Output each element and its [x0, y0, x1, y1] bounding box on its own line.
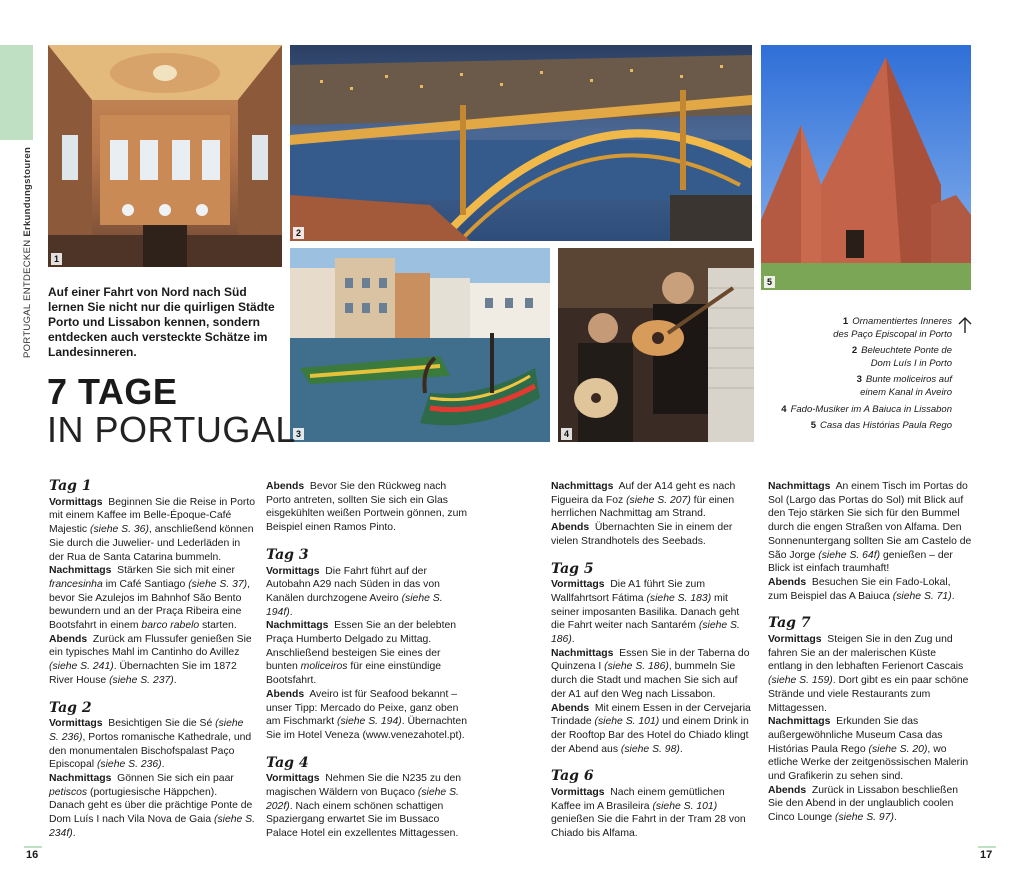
paragraph: Vormittags Steigen Sie in den Zug und fahren Sie an der malerischen Küste entlang in den lebhaften Ferienort Cascais (siehe S. 159). Dort gibt es ein paar schöne Strände und viele Restaurants zum Mittagessen. — [768, 634, 969, 714]
paragraph: Nachmittags Erkunden Sie das außergewöhnliche Museum Casa das Histórias Paula Rego (siehe S. 20), wo etliche Werke der zeitgenössischen Malerin und Grafikerin zu sehen sind. — [768, 716, 969, 783]
red-towers-image — [761, 45, 971, 290]
photo-5 — [761, 45, 971, 290]
day-heading: Tag 6 — [551, 768, 594, 785]
paragraph: Abends Zurück in Lissabon beschließen Sie den Abend in der unglaublich coolen Cinco Lounge (siehe S. 97). — [768, 784, 959, 824]
paragraph: Nachmittags Stärken Sie sich mit einer francesinha im Café Santiago (siehe S. 37), bevor Sie Azulejos im Bahnhof São Bento bewundern und an der Praça Ribeira eine Bootsfahrt in einem barco rabelo starten. — [49, 565, 251, 632]
caption-text: Beleuchtete Ponte de — [861, 345, 952, 357]
day-heading: Tag 3 — [266, 546, 309, 563]
baroque-hall-image — [48, 45, 282, 267]
photo-4 — [558, 248, 754, 442]
paragraph: Nachmittags Essen Sie an der belebten Praça Humberto Delgado zu Mittag. Anschließend besteigen Sie eines der bunten moliceiros für eine einstündige Bootsfahrt. — [266, 620, 457, 687]
photo-number: 4 — [561, 428, 572, 440]
paragraph: Vormittags Nach einem gemütlichen Kaffee im A Brasileira (siehe S. 101) genießen Sie die Fahrt in der Tram 28 von Chiado bis Alfama. — [551, 787, 746, 840]
section-side-label — [22, 147, 33, 358]
arrow-up-icon — [956, 316, 974, 334]
photo-2 — [290, 45, 752, 241]
paragraph: Vormittags Beginnen Sie die Reise in Porto mit einem Kaffee im Belle-Époque-Café Majestic (siehe S. 36), anschließend können Sie durch die Juwelier- und Lederläden in der Rua de Santa Catarina bummeln. — [49, 496, 255, 563]
paragraph: Vormittags Besichtigen Sie die Sé (siehe S. 236), Portos romanische Kathedrale, und den monumentalen Bischofspalast Paço Episcopal (siehe S. 236). — [49, 718, 252, 771]
caption-number: 4 — [781, 403, 787, 415]
text-column-1 — [49, 480, 255, 841]
paragraph: Abends Zurück am Flussufer genießen Sie ein typisches Mahl im Cantinho do Avillez (siehe S. 241). Übernachten Sie im 1872 River House (siehe S. 237). — [49, 633, 252, 686]
photo-captions — [762, 316, 952, 437]
day-heading: Tag 7 — [768, 615, 811, 632]
caption-number: 1 — [842, 316, 849, 327]
page-title-line1: 7 TAGE — [47, 371, 178, 412]
text-column-4 — [768, 480, 972, 825]
caption-text: Dom Luís I in Porto — [870, 357, 952, 369]
side-label-bold: Erkundungstouren — [22, 146, 33, 237]
page-number-right: 17 — [980, 849, 993, 861]
bridge-night-image — [290, 45, 752, 241]
caption-item — [762, 316, 952, 341]
side-label-normal: PORTUGAL ENTDECKEN — [22, 239, 33, 358]
day-heading: Tag 5 — [551, 560, 594, 577]
caption-text: einem Kanal in Aveiro — [860, 386, 952, 398]
paragraph: Nachmittags Essen Sie in der Taberna do Quinzena I (siehe S. 186), bummeln Sie durch die Stadt und machen Sie sich auf der A1 auf den Weg nach Lissabon. — [551, 647, 750, 700]
day-heading: Tag 2 — [49, 699, 92, 716]
page-number-left: 16 — [26, 849, 39, 861]
caption-text: Ornamentiertes Inneres — [852, 316, 952, 327]
caption-text: des Paço Episcopal in Porto — [833, 328, 952, 340]
paragraph: Abends Übernachten Sie in einem der vielen Strandhotels des Seebads. — [551, 522, 733, 547]
text-column-3 — [551, 480, 755, 841]
caption-text: Fado-Musiker im A Baiuca in Lissabon — [790, 403, 952, 415]
caption-item — [762, 374, 952, 399]
paragraph: Nachmittags Gönnen Sie sich ein paar petiscos (portugiesische Häppchen). Danach geht es über die prächtige Ponte de Dom Luís I nach Vila Nova de Gaia (siehe S. 234f). — [49, 773, 256, 839]
photo-number: 3 — [293, 428, 304, 440]
paragraph: Abends Mit einem Essen in der Cervejaria Trindade (siehe S. 101) und einem Drink in der Rooftop Bar des Hotel do Chiado klingt der Abend aus (siehe S. 98). — [551, 702, 751, 755]
fado-musicians-image — [558, 248, 754, 442]
paragraph: Vormittags Die Fahrt führt auf der Autobahn A29 nach Süden in das von Kanälen durchzogene Aveiro (siehe S. 194f). — [266, 565, 443, 618]
photo-number: 1 — [51, 253, 62, 265]
caption-item — [762, 404, 952, 417]
paragraph: Abends Besuchen Sie ein Fado-Lokal, zum Beispiel das A Baiuca (siehe S. 71). — [768, 576, 955, 602]
paragraph: Abends Bevor Sie den Rückweg nach Porto antreten, sollten Sie sich ein Glas eisgekühlten weißen Portwein gönnen, zum Beispiel einen Ramos Pinto. — [266, 481, 468, 534]
photo-1 — [48, 45, 282, 267]
text-column-2 — [266, 480, 472, 841]
paragraph: Abends Aveiro ist für Seafood bekannt – unser Tipp: Mercado do Peixe, ganz oben am Fischmarkt (siehe S. 194). Übernachten Sie im Hotel Veneza (www.venezahotel.pt). — [266, 688, 467, 741]
page-number-accent — [24, 846, 42, 848]
photo-number: 2 — [293, 227, 304, 239]
paragraph: Nachmittags An einem Tisch im Portas do Sol (Largo das Portas do Sol) mit Blick auf den Tejo stärken Sie sich für den Bummel durch die engen Straßen von Alfama. Den Sonnenuntergang sollten Sie am Castelo de São Jorge (siehe S. 64f) genießen – der Blick ist einfach traumhaft! — [768, 481, 972, 575]
caption-number: 3 — [856, 374, 862, 386]
paragraph: Vormittags Nehmen Sie die N235 zu den magischen Wäldern von Buçaco (siehe S. 202f). Nach einem schönen schattigen Spaziergang erwartet Sie im Bussaco Palace Hotel ein exzellentes Mittagessen. — [266, 773, 462, 840]
day-heading: Tag 4 — [266, 754, 309, 771]
caption-text: Casa das Histórias Paula Rego — [819, 420, 952, 432]
canal-boats-image — [290, 248, 550, 442]
caption-text: Bunte moliceiros auf — [865, 374, 952, 386]
photo-3 — [290, 248, 550, 442]
caption-number: 2 — [851, 345, 858, 357]
caption-item — [762, 345, 952, 370]
section-tab-marker — [0, 45, 33, 140]
caption-number: 5 — [810, 420, 816, 432]
paragraph: Nachmittags Auf der A14 geht es nach Figueira da Foz (siehe S. 207) für einen herrlichen Nachmittag am Strand. — [551, 481, 736, 520]
page-title-line2: IN PORTUGAL — [47, 409, 296, 450]
intro-text: Auf einer Fahrt von Nord nach Süd lernen Sie nicht nur die quirligen Städte Porto und Lissabon kennen, sondern entdecken auch versteckte Schätze im Landesinneren. — [48, 285, 275, 359]
page-number-accent — [978, 846, 996, 848]
paragraph: Vormittags Die A1 führt Sie zum Wallfahrtsort Fátima (siehe S. 183) mit seiner imposanten Basilika. Danach geht die Fahrt weiter nach Santarém (siehe S. 186). — [551, 579, 740, 646]
day-heading: Tag 1 — [49, 478, 92, 494]
caption-item — [762, 420, 952, 433]
photo-number: 5 — [764, 276, 775, 288]
